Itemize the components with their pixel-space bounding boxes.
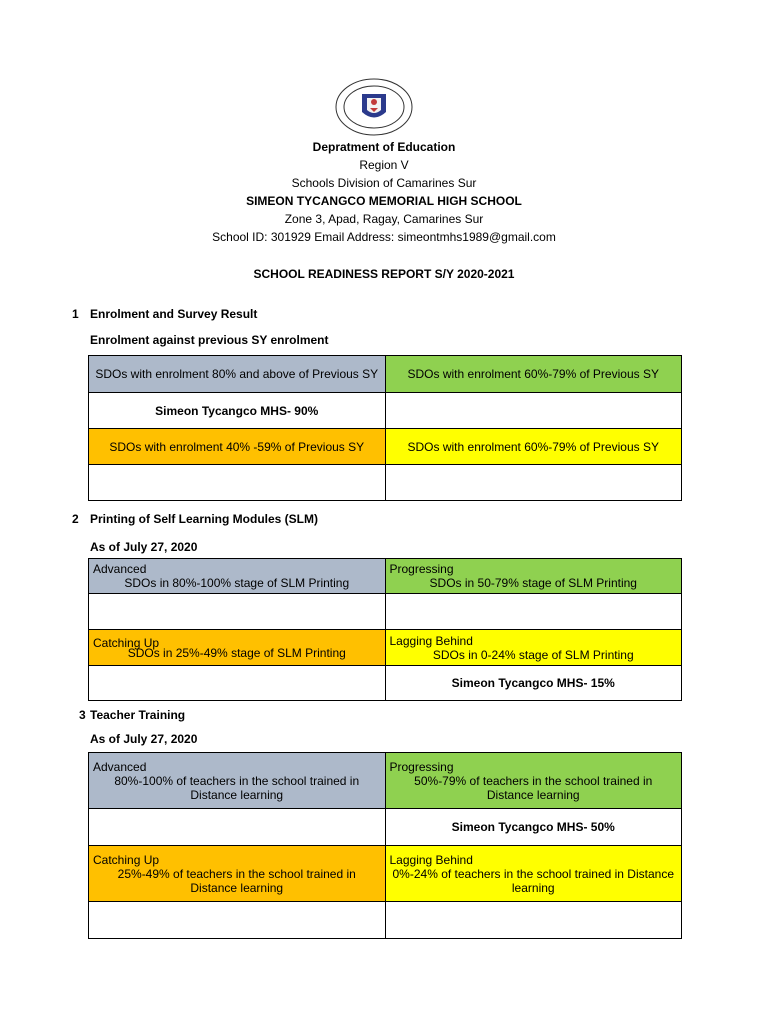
slm-progressing-label: Progressing xyxy=(389,562,454,576)
enrolment-cell: Simeon Tycangco MHS- 90% xyxy=(89,393,386,429)
slm-lagging-cell xyxy=(385,630,682,666)
training-empty-cell xyxy=(89,902,386,939)
slm-printing-table xyxy=(88,558,682,701)
enrolment-cell xyxy=(385,393,682,429)
school-contact: School ID: 301929 Email Address: simeontmhs1989@gmail.com xyxy=(212,230,556,244)
training-catching-cell xyxy=(89,846,386,902)
section3-title: Teacher Training xyxy=(90,708,186,722)
slm-empty-cell xyxy=(385,594,682,630)
slm-progressing-cell xyxy=(385,559,682,594)
enrolment-cell: SDOs with enrolment 60%-79% of Previous SY xyxy=(385,429,682,465)
training-lagging-desc: 0%-24% of teachers in the school trained in Distance learning xyxy=(392,866,674,895)
enrolment-table xyxy=(88,355,682,501)
section3-number: 3 xyxy=(79,708,86,722)
school-address: Zone 3, Apad, Ragay, Camarines Sur xyxy=(284,212,484,226)
slm-catching-label: Catching Up xyxy=(93,635,160,650)
section2-number: 2 xyxy=(72,512,79,526)
enrolment-cell xyxy=(89,465,386,501)
slm-advanced-cell xyxy=(89,559,386,594)
teacher-training-table xyxy=(88,752,682,939)
report-title: SCHOOL READINESS REPORT S/Y 2020-2021 xyxy=(253,267,515,281)
training-advanced-desc: 80%-100% of teachers in the school trained in Distance learning xyxy=(114,773,360,802)
training-catching-desc: 25%-49% of teachers in the school trained in Distance learning xyxy=(117,866,356,895)
enrolment-cell: SDOs with enrolment 80% and above of Previous SY xyxy=(89,356,386,393)
slm-school-result: Simeon Tycangco MHS- 15% xyxy=(385,666,682,701)
enrolment-cell: SDOs with enrolment 40% -59% of Previous SY xyxy=(89,429,386,465)
section1-subtitle: Enrolment against previous SY enrolment xyxy=(90,333,329,347)
training-lagging-cell xyxy=(385,846,682,902)
training-progressing-label: Progressing xyxy=(389,759,454,774)
training-advanced-label: Advanced xyxy=(93,759,147,774)
slm-advanced-label: Advanced xyxy=(93,562,147,576)
training-catching-label: Catching Up xyxy=(93,852,160,867)
slm-empty-cell xyxy=(89,666,386,701)
slm-catching-desc: SDOs in 25%-49% stage of SLM Printing xyxy=(127,645,346,660)
slm-empty-cell xyxy=(89,594,386,630)
training-school-result: Simeon Tycangco MHS- 50% xyxy=(385,809,682,846)
division-name: Schools Division of Camarines Sur xyxy=(291,176,477,190)
training-lagging-label: Lagging Behind xyxy=(389,852,473,867)
training-advanced-cell xyxy=(89,753,386,809)
school-name: SIMEON TYCANGCO MEMORIAL HIGH SCHOOL xyxy=(246,194,522,208)
training-empty-cell xyxy=(385,902,682,939)
training-empty-cell xyxy=(89,809,386,846)
department-name: Depratment of Education xyxy=(312,140,456,154)
enrolment-cell xyxy=(385,465,682,501)
training-progressing-cell xyxy=(385,753,682,809)
region-name: Region V xyxy=(359,158,409,172)
training-progressing-desc: 50%-79% of teachers in the school trained in Distance learning xyxy=(414,773,653,802)
slm-progressing-desc: SDOs in 50-79% stage of SLM Printing xyxy=(429,576,637,590)
deped-seal-logo xyxy=(334,78,414,136)
slm-lagging-label: Lagging Behind xyxy=(389,633,473,648)
slm-catching-cell xyxy=(89,630,386,666)
section2-title: Printing of Self Learning Modules (SLM) xyxy=(90,512,318,526)
enrolment-cell: SDOs with enrolment 60%-79% of Previous SY xyxy=(385,356,682,393)
slm-advanced-desc: SDOs in 80%-100% stage of SLM Printing xyxy=(124,576,350,590)
section2-subtitle: As of July 27, 2020 xyxy=(90,540,198,554)
slm-lagging-desc: SDOs in 0-24% stage of SLM Printing xyxy=(432,647,634,662)
section1-number: 1 xyxy=(72,307,79,321)
section3-subtitle: As of July 27, 2020 xyxy=(90,732,198,746)
section1-title: Enrolment and Survey Result xyxy=(90,307,258,321)
